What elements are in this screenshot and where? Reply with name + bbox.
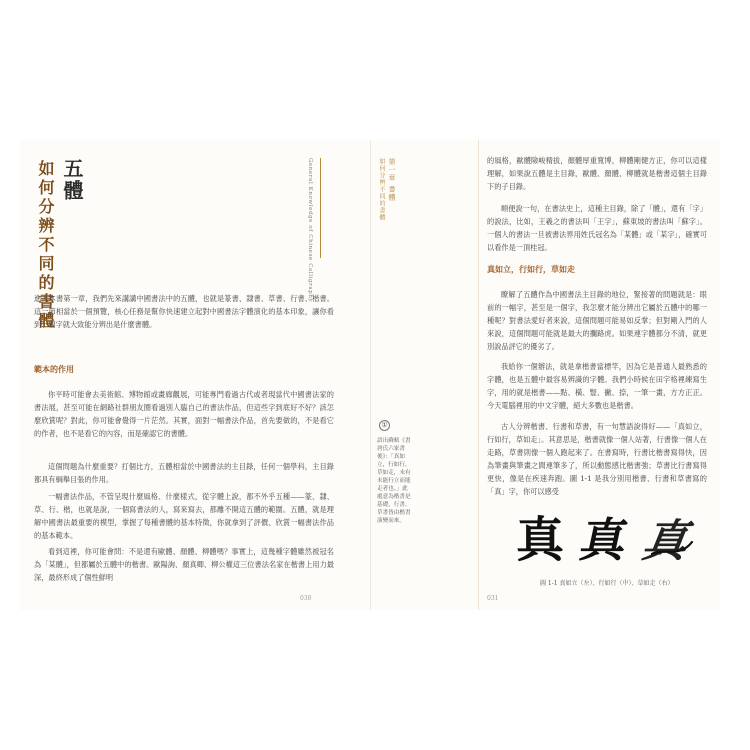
calligraphy-caoshu: [640, 508, 700, 568]
char-caoshu: 真: [640, 514, 700, 567]
running-chapter: 第一章 書體: [388, 158, 396, 202]
right-paragraph-top2: 順便說一句，在書法史上，這種主目錄，除了「體」，還有「字」的說法，比如，王羲之的書法叫「王字」，蘇東坡的書法叫「蘇字」。一個人的書法一旦被書法界用姓氏冠名為「某體」或「某字」，確實可以看作是一頂桂冠。: [487, 204, 707, 252]
gutter: [370, 140, 371, 610]
char-kaishu: 真: [515, 512, 565, 568]
english-running-title: General Knowledge of Chinese Calligraphy: [307, 158, 313, 303]
calligraphy-xingshu: [575, 508, 635, 568]
right-paragraph-1: 瞭解了五體作為中國書法主目錄的地位，緊接著的問題就是：眼前的一幅字，甚至是一個字，我怎麼才能分辨出它屬於五體中的哪一種呢？對書法愛好者來說，這個問題可能易如反掌；但對剛入門的人來說，這個問題可能就是最大的攔路虎。如果連字體都分不清，就更別說品評它的優劣了。: [487, 290, 707, 351]
right-paragraph-top: 的風格，歐體險峻精拔，顏體厚重寬博，柳體剛健方正，你可以這樣理解，如果說五體是主目錄，歐體、顏體、柳體就是楷書這個主目錄下的子目錄。: [487, 156, 707, 191]
footnote-marker: ①: [379, 420, 390, 431]
footnote-text: 語出蘇軾《書唐氏六家書後》：「真如立，行如行，草如走，未有未能行立而能走者也。」此處意為楷書是基礎，行書、草書皆由楷書演變而來。: [377, 438, 411, 524]
body-paragraph-3: 一幅書法作品，不管呈現什麼風格、什麼樣式，從字體上說，都不外乎五種——篆、隸、草、行、楷，也就是說，一個寫書法的人，寫來寫去，都離不開這五體的範圍。五體，就是理解中國書法最重要的模型，掌握了每種書體的基本特徵，你就拿到了評價、欣賞一幅書法作品的基本範本。: [34, 492, 334, 540]
body-paragraph-4: 看到這裡，你可能會問：不是還有歐體、顏體、柳體嗎？事實上，這幾種字體雖然被冠名為「某體」，但都屬於五體中的楷書。歐陽詢、顏真卿、柳公權這三位書法名家在楷書上用力最深，最終形成了個性鮮明: [34, 547, 334, 582]
page-number: 030: [300, 595, 312, 602]
right-section-heading: 真如立，行如行，草如走: [487, 264, 575, 274]
right-page: [375, 140, 720, 610]
column-rule: [478, 140, 479, 610]
body-paragraph-2: 這個問題為什麼重要？打個比方，五體相當於中國書法的主目錄，任何一個學科，主目錄都具有綱舉目張的作用。: [34, 462, 334, 484]
char-xingshu: 真: [575, 512, 634, 567]
body-paragraph-1: 你平時可能會去美術館、博物館或畫廊觀展，可能專門看過古代或者現當代中國書法家的書法展，甚至可能在網路社群朋友圈看過別人臨自己的書法作品，但這些字到底好不好？該怎麼欣賞呢？對此，你可能會覺得一片茫然。其實，面對一幅書法作品，首先要做的，不是看它的作者，也不是看它的內容，而是確認它的書體。: [34, 390, 334, 438]
right-paragraph-2: 我給你一個辦法，就是拿楷書當標竿，因為它是普通人最熟悉的字體，也是五體中最容易辨識的字體。我們小時候在田字格裡練寫生字，用的就是楷書——點、橫、豎、撇、捺，一筆一畫，方方正正。今天電腦裡用的中文字體，絕大多數也是楷書。: [487, 362, 707, 410]
section-heading: 範本的作用: [34, 364, 74, 374]
figure-caption: 圖 1-1 真如立（左）、行如行（中）、草如走（右）: [540, 580, 674, 587]
book-spread: [20, 140, 720, 610]
right-paragraph-3: 古人分辨楷書、行書和草書，有一句慧語說得好——「真如立，行如行，草如走」。其意思是，楷書就像一個人站著，行書像一個人在走路，草書則像一個人跑起來了。在書寫時，行書比楷書寫得快，因為筆畫與筆畫之間連筆多了，所以動態感比楷書強；草書比行書寫得更快，像是在疾速奔跑。圖 1-1 是我分別用楷書、行書和草書寫的「真」字，你可以感受: [487, 422, 707, 496]
chapter-title: 如何分辨不同的書體: [36, 160, 55, 331]
chapter-number: 五體: [60, 158, 84, 202]
title-rule: [320, 158, 321, 258]
running-subtitle: 如何分辨不同的書體: [378, 158, 385, 221]
calligraphy-kaishu: [510, 508, 570, 568]
intro-paragraph: 進入本書第一章，我們先來講講中國書法中的五體，也就是篆書、隸書、草書、行書、楷書。這一節相當於一個預覽，核心任務是幫你快速建立起對中國書法字體演化的基本印象，讓你看到一幅字就大致能分辨出是什麼書體。: [34, 294, 334, 329]
left-page: [20, 140, 365, 610]
page-number-right: 031: [487, 595, 499, 602]
